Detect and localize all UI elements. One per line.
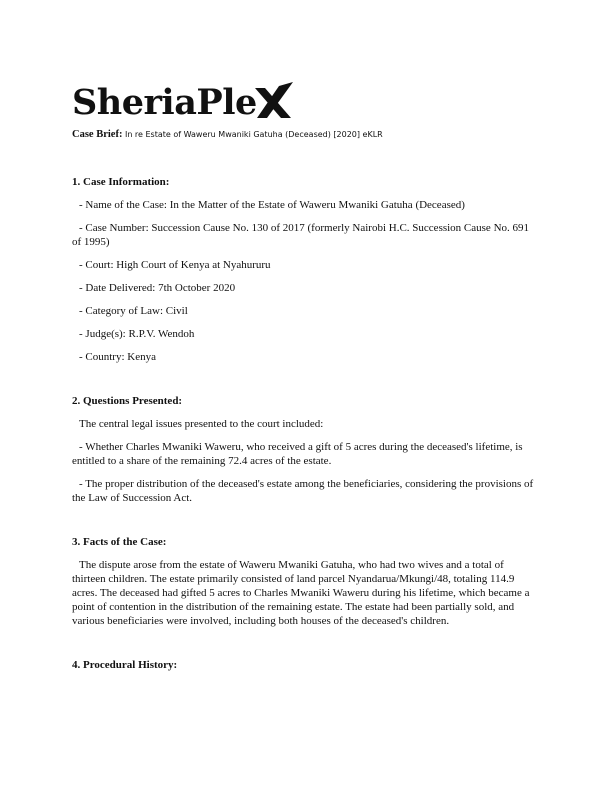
list-item: - Whether Charles Mwaniki Waweru, who received a gift of 5 acres during the deceased's lifetime, is entitled to a share of the remaining 72.4 acres of the estate. bbox=[72, 441, 523, 467]
case-brief-line bbox=[72, 129, 383, 140]
list-item: - Court: High Court of Kenya at Nyahururu bbox=[79, 259, 271, 271]
list-item: - Category of Law: Civil bbox=[79, 305, 188, 317]
list-item: - Judge(s): R.P.V. Wendoh bbox=[79, 328, 195, 340]
section-questions-presented bbox=[72, 394, 540, 505]
list-item: The central legal issues presented to the court included: bbox=[79, 418, 324, 430]
section-heading: 1. Case Information: bbox=[72, 176, 170, 188]
case-brief-title: In re Estate of Waweru Mwaniki Gatuha (Deceased) [2020] eKLR bbox=[124, 130, 383, 139]
section-procedural-history bbox=[72, 658, 540, 672]
list-item: - Date Delivered: 7th October 2020 bbox=[79, 282, 236, 294]
sheriaplex-logo bbox=[72, 76, 293, 123]
facts-paragraph: The dispute arose from the estate of Waweru Mwaniki Gatuha, who had two wives and a total of thirteen children. The estate primarily consisted of land parcel Nyandarua/Mkungi/48, totaling 114.9 acres. The deceased had gifted 5 acres to Charles Mwaniki Waweru during his lifetime, which became a point of contention in the distribution of the remaining estate. The estate had been partially sold, and various beneficiaries were involved, including both houses of the deceased's children. bbox=[72, 559, 530, 627]
case-brief-label: Case Brief: bbox=[72, 129, 123, 140]
section-facts bbox=[72, 535, 540, 628]
section-heading: 2. Questions Presented: bbox=[72, 395, 183, 407]
list-item: - The proper distribution of the deceased's estate among the beneficiaries, considering the provisions of the Law of Succession Act. bbox=[72, 478, 534, 504]
list-item: - Name of the Case: In the Matter of the Estate of Waweru Mwaniki Gatuha (Deceased) bbox=[79, 199, 465, 211]
section-heading: 4. Procedural History: bbox=[72, 659, 178, 671]
list-item: - Case Number: Succession Cause No. 130 of 2017 (formerly Nairobi H.C. Succession Cause No. 691 of 1995) bbox=[72, 222, 530, 248]
document-body bbox=[72, 175, 540, 702]
logo-text: SheriaPle bbox=[72, 82, 257, 123]
section-case-information bbox=[72, 175, 540, 364]
x-mark-logo-icon bbox=[253, 82, 293, 122]
section-heading: 3. Facts of the Case: bbox=[72, 536, 167, 548]
list-item: - Country: Kenya bbox=[79, 351, 156, 363]
